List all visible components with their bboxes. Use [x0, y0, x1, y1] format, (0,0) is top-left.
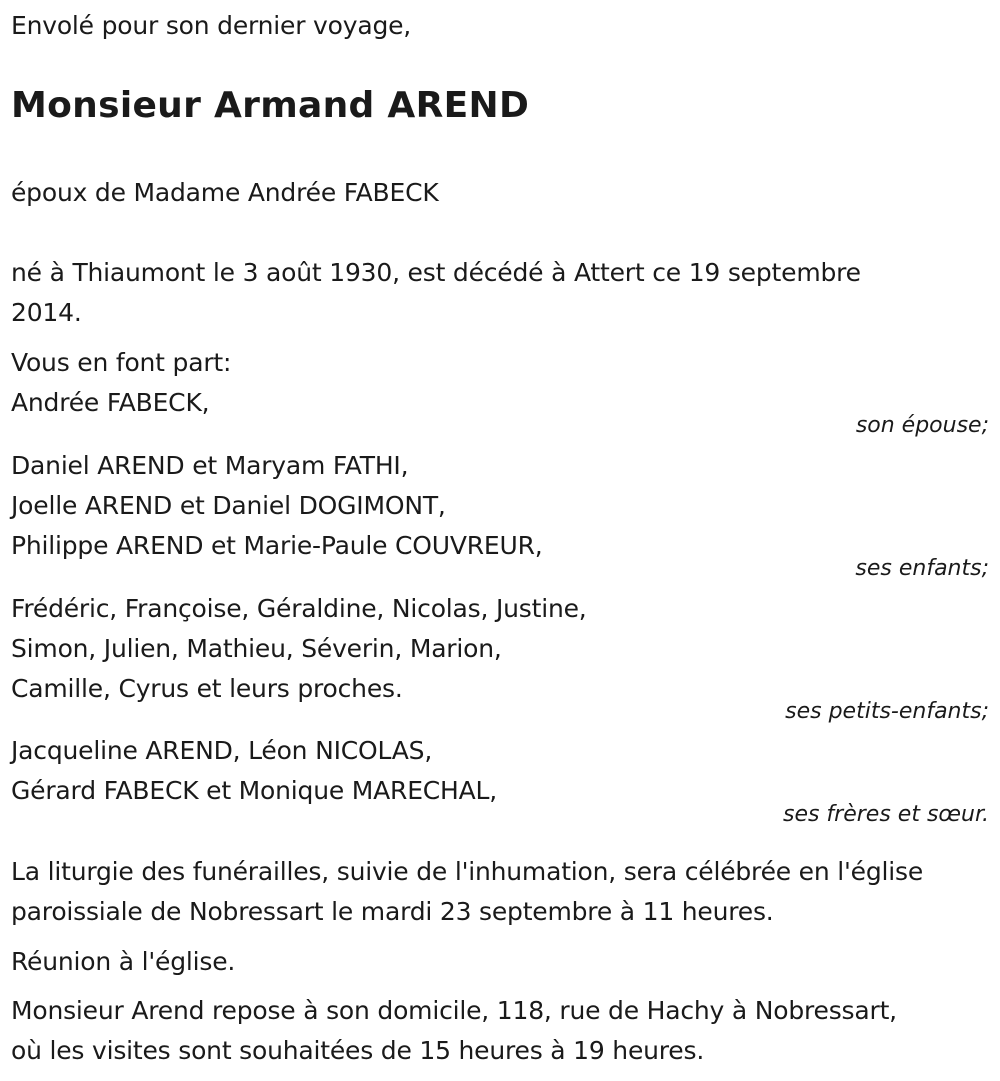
family-member-line: Jacqueline AREND, Léon NICOLAS, — [11, 736, 433, 765]
family-member-line: Joelle AREND et Daniel DOGIMONT, — [11, 491, 446, 520]
relation-label: ses petits-enfants; — [785, 699, 989, 724]
liturgy-line-2: paroissiale de Nobressart le mardi 23 septembre à 11 heures. — [11, 897, 774, 926]
family-member-line: Camille, Cyrus et leurs proches. — [11, 674, 403, 703]
visit-line-2: où les visites sont souhaitées de 15 heures à 19 heures. — [11, 1036, 705, 1065]
birth-death-line-2: 2014. — [11, 298, 82, 327]
spouse-line: époux de Madame Andrée FABECK — [11, 178, 439, 207]
relation-label: son épouse; — [855, 413, 989, 438]
family-member-line: Philippe AREND et Marie-Paule COUVREUR, — [11, 531, 543, 560]
family-member-line: Daniel AREND et Maryam FATHI, — [11, 451, 409, 480]
liturgy-line-1: La liturgie des funérailles, suivie de l'inhumation, sera célébrée en l'église — [11, 857, 924, 886]
announcement-heading: Vous en font part: — [11, 348, 232, 377]
meeting-line: Réunion à l'église. — [11, 947, 236, 976]
deceased-name: Monsieur Armand AREND — [11, 85, 530, 126]
family-member-line: Simon, Julien, Mathieu, Séverin, Marion, — [11, 634, 502, 663]
visit-line-1: Monsieur Arend repose à son domicile, 118, rue de Hachy à Nobressart, — [11, 996, 897, 1025]
relation-label: ses frères et sœur. — [782, 802, 989, 827]
family-member-line: Frédéric, Françoise, Géraldine, Nicolas, Justine, — [11, 594, 587, 623]
birth-death-line-1: né à Thiaumont le 3 août 1930, est décédé à Attert ce 19 septembre — [11, 258, 861, 287]
intro-text: Envolé pour son dernier voyage, — [11, 11, 412, 40]
family-member-line: Gérard FABECK et Monique MARECHAL, — [11, 776, 498, 805]
relation-label: ses enfants; — [855, 556, 989, 581]
family-member-line: Andrée FABECK, — [11, 388, 210, 417]
